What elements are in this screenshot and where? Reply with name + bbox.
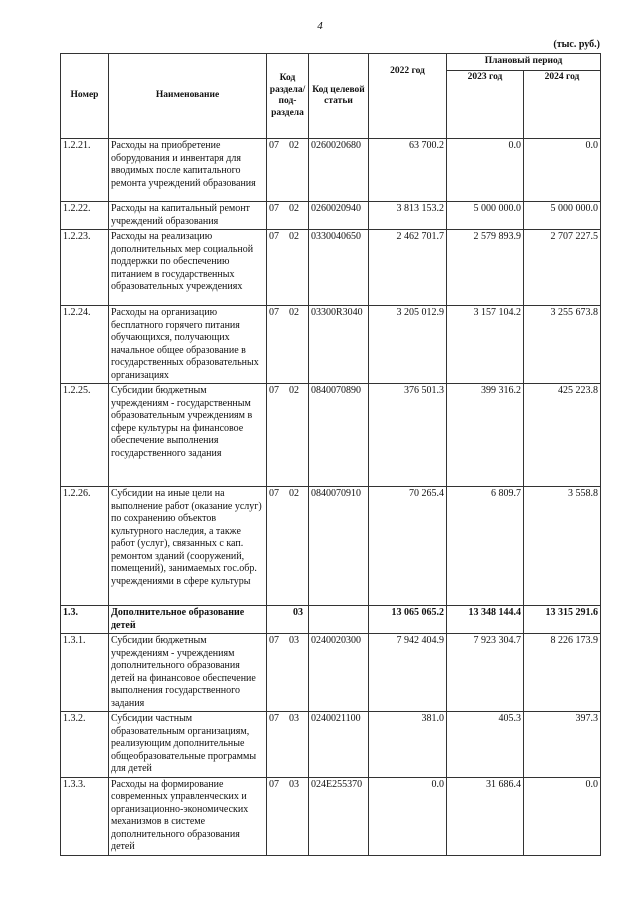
row-2023: 0.0: [447, 139, 524, 202]
row-number: 1.2.24.: [61, 306, 109, 384]
row-name: Расходы на формирование современных управленческих и организационно-экономических механизмов в системе дополнительного образования детей: [109, 777, 267, 855]
row-2024: 0.0: [524, 777, 601, 855]
row-2022: 2 462 701.7: [369, 230, 447, 306]
row-number: 1.2.21.: [61, 139, 109, 202]
table-row: [61, 712, 601, 778]
row-2022: 7 942 404.9: [369, 634, 447, 712]
row-2022: 63 700.2: [369, 139, 447, 202]
row-section-code: [267, 230, 309, 306]
row-2022: 381.0: [369, 712, 447, 778]
section-part: 07: [269, 635, 279, 646]
row-name: Расходы на организацию бесплатного горячего питания обучающихся, получающих начальное общее образование в государственных образовательных организациях: [109, 306, 267, 384]
row-section-code: [267, 202, 309, 230]
row-target-code: 0260020940: [309, 202, 369, 230]
subsection-part: 02: [289, 140, 299, 151]
subsection-part: 02: [289, 385, 299, 396]
row-section-code: [267, 487, 309, 606]
row-number: 1.2.25.: [61, 384, 109, 487]
header-name: Наименование: [109, 54, 267, 139]
header-row-top: [61, 54, 601, 71]
row-2024: 397.3: [524, 712, 601, 778]
units-label: (тыс. руб.): [553, 39, 600, 50]
subsection-part: 03: [289, 635, 299, 646]
row-section-code: [267, 712, 309, 778]
row-target-code: 0840070910: [309, 487, 369, 606]
section-part: 07: [269, 203, 279, 214]
table-row: [61, 634, 601, 712]
row-name: Субсидии частным образовательным организациям, реализующим дополнительные общеобразовательные программы для детей: [109, 712, 267, 778]
page-number: 4: [317, 20, 323, 32]
row-name: Расходы на приобретение оборудования и инвентаря для вводимых после капитального ремонта учреждений образования: [109, 139, 267, 202]
row-2022: 3 205 012.9: [369, 306, 447, 384]
section-part: 07: [269, 488, 279, 499]
row-target-code: 0240020300: [309, 634, 369, 712]
row-2024: 2 707 227.5: [524, 230, 601, 306]
row-2023: 3 157 104.2: [447, 306, 524, 384]
subsection-part: 03: [289, 713, 299, 724]
row-number: 1.2.26.: [61, 487, 109, 606]
row-2024: 13 315 291.6: [524, 606, 601, 634]
row-name: Субсидии бюджетным учреждениям - государственным образовательным учреждениям в сфере культуры на финансовое обеспечение выполнения государственного задания: [109, 384, 267, 487]
row-2022: 3 813 153.2: [369, 202, 447, 230]
section-part: 07: [269, 140, 279, 151]
table-row: [61, 306, 601, 384]
row-2022: 376 501.3: [369, 384, 447, 487]
header-number: Номер: [61, 54, 109, 139]
table-row: [61, 384, 601, 487]
row-2022: 0.0: [369, 777, 447, 855]
row-2023: 5 000 000.0: [447, 202, 524, 230]
row-2024: 0.0: [524, 139, 601, 202]
header-2024: 2024 год: [524, 71, 601, 139]
row-2023: 13 348 144.4: [447, 606, 524, 634]
header-2023: 2023 год: [447, 71, 524, 139]
budget-table: [60, 53, 601, 856]
row-target-code: 0330040650: [309, 230, 369, 306]
row-section-code: [267, 384, 309, 487]
row-number: 1.3.3.: [61, 777, 109, 855]
row-number: 1.2.22.: [61, 202, 109, 230]
row-2023: 405.3: [447, 712, 524, 778]
row-number: 1.3.1.: [61, 634, 109, 712]
header-section-code: Код раздела/ под- раздела: [267, 54, 309, 139]
subsection-part: 03: [289, 778, 299, 790]
row-section-code: [267, 139, 309, 202]
row-2023: 399 316.2: [447, 384, 524, 487]
row-2024: 3 558.8: [524, 487, 601, 606]
row-section-code: [267, 306, 309, 384]
row-number: 1.3.: [61, 606, 109, 634]
subsection-part: 02: [289, 307, 299, 318]
row-name: Расходы на реализацию дополнительных мер социальной поддержки по обеспечению питанием в государственных образовательных учреждениях: [109, 230, 267, 306]
row-2023: 2 579 893.9: [447, 230, 524, 306]
row-number: 1.3.2.: [61, 712, 109, 778]
row-target-code: 0240021100: [309, 712, 369, 778]
section-part: 07: [269, 231, 279, 242]
row-target-code: 0260020680: [309, 139, 369, 202]
table-row: [61, 777, 601, 855]
row-name: Расходы на капитальный ремонт учреждений образования: [109, 202, 267, 230]
subsection-part: 02: [289, 231, 299, 242]
row-target-code: 024E255370: [309, 777, 369, 855]
subsection-part: 02: [289, 488, 299, 499]
row-2022: 13 065 065.2: [369, 606, 447, 634]
row-section-code: [267, 606, 309, 634]
row-name: Субсидии на иные цели на выполнение работ (оказание услуг) по сохранению объектов культурного наследия, а также работ (услуг), связанных с кап. ремонтом зданий (сооружений, помещений), занимаемых гос.обр. учреждениями в сфере культуры: [109, 487, 267, 606]
row-target-code: 0840070890: [309, 384, 369, 487]
table-row: [61, 487, 601, 606]
subsection-part: 03: [293, 607, 303, 618]
subsection-part: 02: [289, 203, 299, 214]
section-part: 07: [269, 307, 279, 318]
row-section-code: [267, 634, 309, 712]
row-2024: 8 226 173.9: [524, 634, 601, 712]
row-name: Субсидии бюджетным учреждениям - учреждениям дополнительного образования детей на финансовое обеспечение выполнения государственного задания: [109, 634, 267, 712]
row-2024: 5 000 000.0: [524, 202, 601, 230]
header-planning-period: Плановый период: [447, 54, 601, 71]
header-target-code: Код целевой статьи: [309, 54, 369, 139]
section-part: 07: [269, 713, 279, 724]
table-row-section: [61, 606, 601, 634]
row-2024: 3 255 673.8: [524, 306, 601, 384]
row-target-code: 03300R3040: [309, 306, 369, 384]
row-2024: 425 223.8: [524, 384, 601, 487]
table-row: [61, 139, 601, 202]
section-part: 07: [269, 778, 279, 790]
row-2023: 6 809.7: [447, 487, 524, 606]
row-target-code: [309, 606, 369, 634]
section-part: 07: [269, 385, 279, 396]
row-2022: 70 265.4: [369, 487, 447, 606]
row-name: Дополнительное образование детей: [109, 606, 267, 634]
header-2022: 2022 год: [369, 54, 447, 139]
row-number: 1.2.23.: [61, 230, 109, 306]
row-section-code: [267, 777, 309, 855]
table-row: [61, 202, 601, 230]
row-2023: 7 923 304.7: [447, 634, 524, 712]
row-2023: 31 686.4: [447, 777, 524, 855]
table-row: [61, 230, 601, 306]
